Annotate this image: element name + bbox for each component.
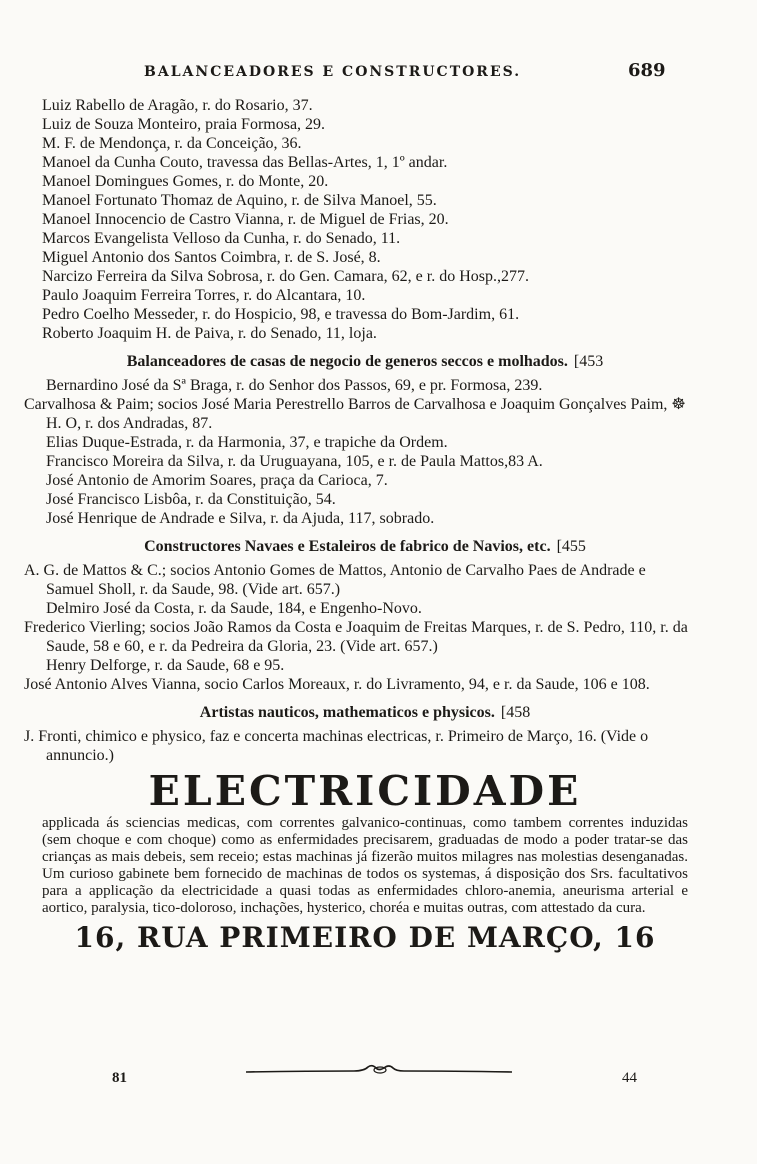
entries-list-4 [24,727,688,765]
list-item: Delmiro José da Costa, r. da Saude, 184, e Engenho-Novo. [46,600,422,617]
entries-list-1 [42,96,688,343]
entries-list-3 [24,561,688,694]
list-item: José Henrique de Andrade e Silva, r. da Ajuda, 117, sobrado. [46,510,435,527]
list-item: M. F. de Mendonça, r. da Conceição, 36. [42,135,302,152]
section-title: Artistas nauticos, mathematicos e physicos. [199,704,495,721]
section-ref: [453 [573,353,604,370]
page-footer [0,1060,757,1100]
page-number: 689 [628,60,666,81]
list-item: J. Fronti, chimico e physico, faz e concerta machinas electricas, r. Primeiro de Março, 16. (Vide o annuncio.) [24,728,649,764]
list-item: Marcos Evangelista Velloso da Cunha, r. do Senado, 11. [42,230,401,247]
section-title: Constructores Navaes e Estaleiros de fabrico de Navios, etc. [144,538,551,555]
list-item: Luiz de Souza Monteiro, praia Formosa, 29. [42,116,326,133]
section-heading [42,537,688,556]
list-item: Elias Duque-Estrada, r. da Harmonia, 37, e trapiche da Ordem. [46,434,448,451]
section-ref: [458 [500,704,531,721]
advert-address: 16, RUA PRIMEIRO DE MARÇO, 16 [74,921,656,954]
advert-title: ELECTRICIDADE [148,767,582,815]
page-content [24,96,688,955]
list-item: Roberto Joaquim H. de Paiva, r. do Senado, 11, loja. [42,325,377,342]
section-heading [42,703,688,722]
list-item: Narcizo Ferreira da Silva Sobrosa, r. do Gen. Camara, 62, e r. do Hosp.,277. [42,268,529,285]
list-item: Bernardino José da Sª Braga, r. do Senhor dos Passos, 69, e pr. Formosa, 239. [46,377,543,394]
running-head [0,54,757,88]
section-heading [42,352,688,371]
list-item: Paulo Joaquim Ferreira Torres, r. do Alcantara, 10. [42,287,366,304]
list-item: Frederico Vierling; socios João Ramos da Costa e Joaquim de Freitas Marques, r. de S. Pedro, 110, r. da Saude, 58 e 60, e r. da Pedreira da Gloria, 23. (Vide art. 657.) [24,619,688,655]
folio-number: 44 [622,1070,637,1086]
list-item: Carvalhosa & Paim; socios José Maria Perestrello Barros de Carvalhosa e Joaquim Gonçalves Paim, ☸ H. O, r. dos Andradas, 87. [24,396,686,432]
section-ref: [455 [556,538,586,555]
list-item: Manoel Domingues Gomes, r. do Monte, 20. [42,173,329,190]
list-item: José Antonio de Amorim Soares, praça da Carioca, 7. [46,472,388,489]
list-item: José Antonio Alves Vianna, socio Carlos Moreaux, r. do Livramento, 94, e r. da Saude, 106 e 108. [24,676,650,693]
list-item: A. G. de Mattos & C.; socios Antonio Gomes de Mattos, Antonio de Carvalho Paes de Andrade e Samuel Sholl, r. da Saude, 98. (Vide art. 657.) [24,562,646,598]
ornament-rule-icon [244,1062,514,1078]
list-item: Henry Delforge, r. da Saude, 68 e 95. [46,657,285,674]
signature-mark: 81 [112,1070,127,1086]
list-item: Luiz Rabello de Aragão, r. do Rosario, 37. [42,97,313,114]
list-item: José Francisco Lisbôa, r. da Constituição, 54. [46,491,336,508]
section-title: Balanceadores de casas de negocio de generos seccos e molhados. [126,353,568,370]
list-item: Manoel Innocencio de Castro Vianna, r. de Miguel de Frias, 20. [42,211,449,228]
advert-body: applicada ás sciencias medicas, com correntes galvanico-continuas, como tambem correntes induzidas (sem choque e com choque) como as enfermidades precisarem, graduadas de modo a poder tratar-se das crianças as mais debeis, sem receio; estas machinas já fizerão muitos milagres nas molestias desenganadas. Um curioso gabinete bem fornecido de machinas de todos os systemas, á disposição dos Srs. facultativos para a applicação da electricidade a quasi todas as enfermidades chloro-anemia, aneurisma arterial e aortico, paralysia, tico-doloroso, inchações, hysterico, choréa e muitas outras, com attestado da cura. [42,815,688,916]
list-item: Manoel Fortunato Thomaz de Aquino, r. de Silva Manoel, 55. [42,192,437,209]
list-item: Miguel Antonio dos Santos Coimbra, r. de S. José, 8. [42,249,381,266]
list-item: Manoel da Cunha Couto, travessa das Bellas-Artes, 1, 1º andar. [42,154,448,171]
list-item: Pedro Coelho Messeder, r. do Hospicio, 98, e travessa do Bom-Jardim, 61. [42,306,520,323]
running-title: BALANCEADORES E CONSTRUCTORES. [144,64,522,80]
list-item: Francisco Moreira da Silva, r. da Uruguayana, 105, e r. de Paula Mattos,83 A. [46,453,543,470]
entries-list-2 [24,376,688,528]
